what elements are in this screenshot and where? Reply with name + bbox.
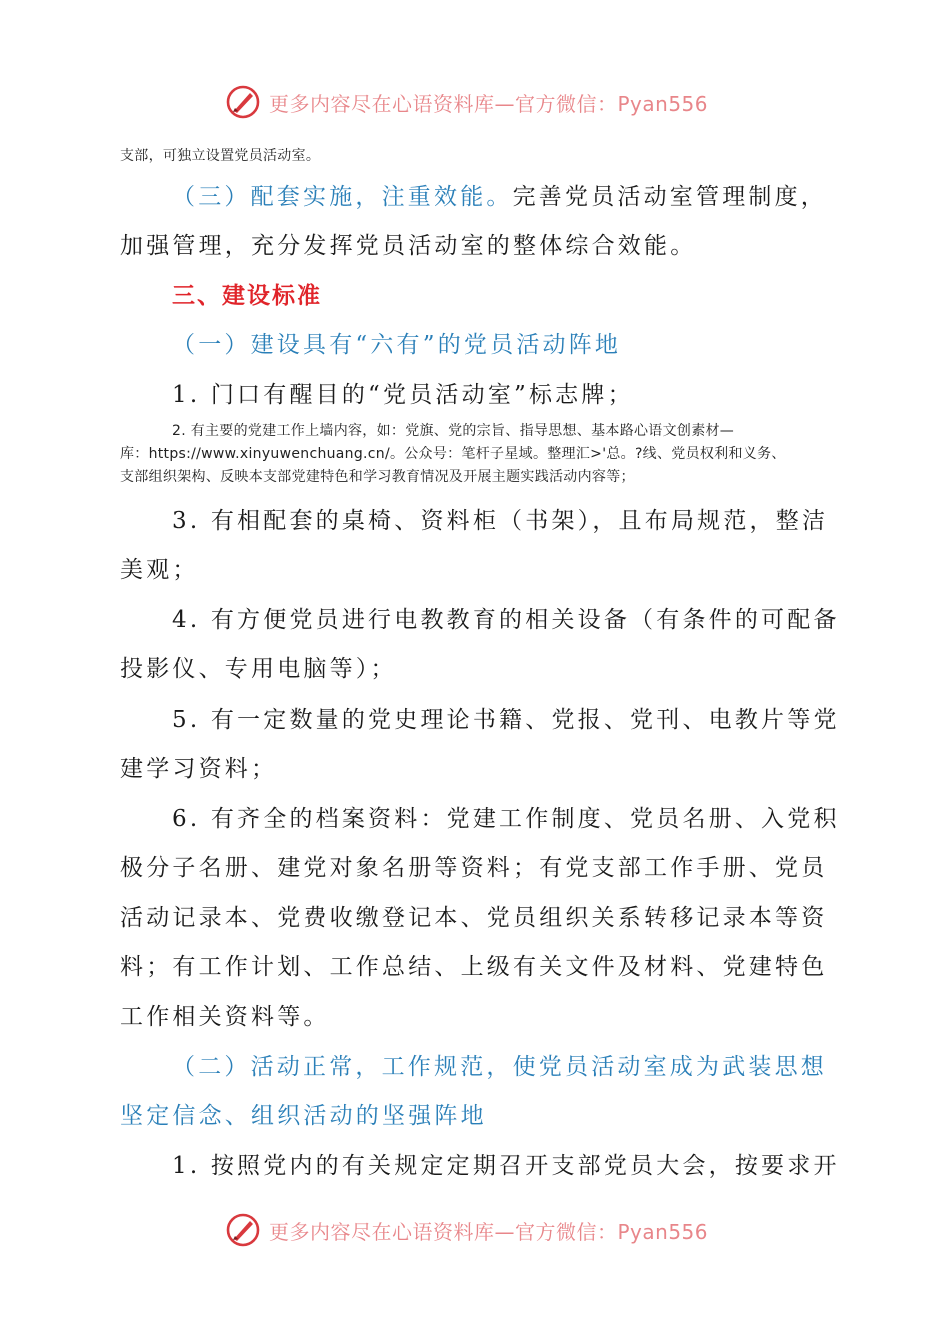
list-item-4-line: 投影仪、专用电脑等）； bbox=[120, 656, 397, 682]
paragraph-3-heading-line bbox=[120, 172, 884, 222]
subheading-1: （一）建设具有“六有”的党员活动阵地 bbox=[172, 332, 622, 358]
list-item-2-line: 库：https://www.xinyuwenchuang.cn/。公众号：笔杆子星域。整理汇>'总。?线、党员权利和义务、 bbox=[120, 446, 786, 462]
list-item-3-line: 美观； bbox=[120, 557, 199, 583]
list-item-5-line: 建学习资料； bbox=[120, 756, 278, 782]
section-heading: 三、建设标准 bbox=[172, 283, 322, 309]
banner-text: 更多内容尽在心语资料库—官方微信：Pyan556 bbox=[269, 1219, 709, 1244]
paragraph-line: 支部，可独立设置党员活动室。 bbox=[120, 148, 321, 164]
list-item-6-line: 料；有工作计划、工作总结、上级有关文件及材料、党建特色 bbox=[120, 954, 828, 980]
subheading-2-line: （二）活动正常，工作规范，使党员活动室成为武装思想 bbox=[172, 1054, 827, 1080]
subheading-2-line: 坚定信念、组织活动的坚强阵地 bbox=[120, 1103, 487, 1129]
list-item-line: 1. 按照党内的有关规定定期召开支部党员大会，按要求开 bbox=[172, 1153, 840, 1179]
list-item-6-line: 活动记录本、党费收缴登记本、党员组织关系转移记录本等资 bbox=[120, 905, 828, 931]
subheading-3: （三）配套实施，注重效能。 bbox=[172, 184, 513, 210]
list-item-2-line: 2. 有主要的党建工作上墙内容，如：党旗、党的宗旨、指导思想、基本路心语文创素材— bbox=[172, 423, 735, 439]
list-item-6-line: 工作相关资料等。 bbox=[120, 1004, 330, 1030]
list-item-6-line: 6. 有齐全的档案资料：党建工作制度、党员名册、入党积 bbox=[172, 806, 840, 832]
list-item-6-line: 极分子名册、建党对象名册等资料；有党支部工作手册、党员 bbox=[120, 855, 828, 881]
list-item-3-line: 3. 有相配套的桌椅、资料柜（书架），且布局规范，整洁 bbox=[172, 508, 829, 534]
pen-logo-icon bbox=[225, 1212, 261, 1248]
list-item-4-line: 4. 有方便党员进行电教教育的相关设备（有条件的可配备 bbox=[172, 607, 840, 633]
paragraph-line: 加强管理，充分发挥党员活动室的整体综合效能。 bbox=[120, 233, 697, 259]
header-banner bbox=[225, 82, 745, 122]
list-item-2-line: 支部组织架构、反映本支部党建特色和学习教育情况及开展主题实践活动内容等； bbox=[120, 469, 635, 485]
footer-banner bbox=[225, 1210, 745, 1250]
list-item-1: 1. 门口有醒目的“党员活动室”标志牌； bbox=[172, 382, 634, 408]
list-item-5-line: 5. 有一定数量的党史理论书籍、党报、党刊、电教片等党 bbox=[172, 707, 840, 733]
banner-text: 更多内容尽在心语资料库—官方微信：Pyan556 bbox=[269, 91, 709, 116]
pen-logo-icon bbox=[225, 84, 261, 120]
paragraph-text: 完善党员活动室管理制度， bbox=[512, 184, 828, 210]
